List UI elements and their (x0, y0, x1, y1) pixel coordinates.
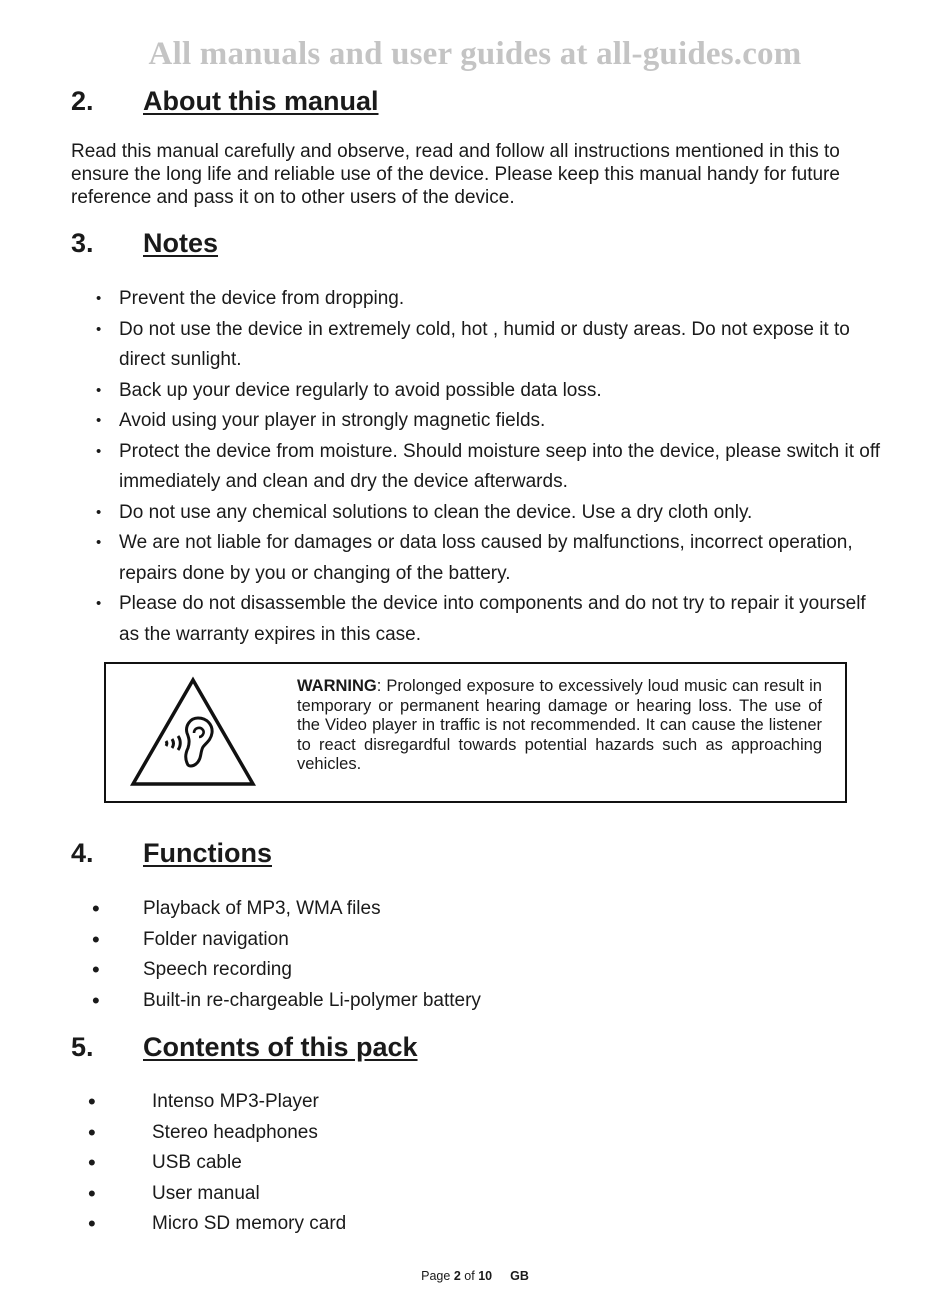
bullet-icon: • (96, 595, 102, 612)
bullet-icon: • (92, 926, 100, 952)
section-title: Functions (143, 838, 272, 868)
list-item-text: We are not liable for damages or data loss caused by malfunctions, incorrect operation, repairs done by you or changing of the battery. (119, 532, 853, 584)
footer-page-word: Page (421, 1269, 451, 1283)
list-item-text: Built-in re-chargeable Li-polymer battery (143, 989, 481, 1011)
section-number: 4. (71, 838, 94, 868)
list-item-text: Prevent the device from dropping. (119, 288, 405, 309)
list-item-text: Speech recording (143, 959, 292, 980)
list-item-text: User manual (152, 1182, 260, 1204)
list-item-text: Do not use the device in extremely cold, hot , humid or dusty areas. Do not expose it to direct sunlight. (119, 318, 850, 370)
list-item-text: Stereo headphones (152, 1121, 318, 1143)
list-item-text: USB cable (152, 1152, 242, 1173)
list-item-text: Micro SD memory card (152, 1213, 347, 1234)
warning-box (104, 662, 847, 803)
list-item (96, 376, 886, 407)
list-item (96, 406, 886, 437)
bullet-icon: • (88, 1150, 96, 1175)
footer-current-page: 2 (453, 1269, 461, 1283)
bullet-icon: • (92, 957, 100, 982)
bullet-icon: • (96, 381, 102, 399)
list-item (88, 1209, 688, 1240)
warning-body: : Prolonged exposure to excessively loud music can result in temporary or permanent hearing damage or hearing loss. The use of the Video player in traffic is not recommended. It can cause the listener to react disregardful towards potential hazards such as approaching vehicles. (297, 677, 822, 774)
page-footer (0, 1269, 950, 1283)
list-item (96, 528, 886, 589)
contents-list (88, 1087, 688, 1240)
bullet-icon: • (88, 1180, 96, 1206)
watermark: All manuals and user guides at all-guides.com (148, 36, 802, 72)
section-heading-functions (71, 838, 272, 869)
section-title: Notes (143, 228, 219, 258)
about-paragraph: Read this manual carefully and observe, read and follow all instructions mentioned in this to ensure the long life and reliable use of the device. Please keep this manual handy for future reference and pass it on to other users of the device. (71, 141, 840, 208)
list-item (96, 589, 886, 650)
list-item (88, 1148, 688, 1179)
warning-text (297, 677, 822, 775)
section-title: Contents of this pack (143, 1032, 418, 1062)
list-item-text: Back up your device regularly to avoid possible data loss. (119, 379, 602, 401)
list-item (92, 955, 692, 986)
bullet-icon: • (96, 534, 102, 551)
notes-list (96, 284, 886, 650)
section-number: 5. (71, 1032, 94, 1062)
list-item-text: Intenso MP3-Player (152, 1091, 319, 1112)
warning-label: WARNING (297, 677, 377, 695)
footer-total-pages: 10 (478, 1269, 493, 1283)
bullet-icon: • (96, 320, 102, 338)
list-item (96, 315, 886, 376)
list-item (88, 1087, 688, 1118)
section-title: About this manual (143, 86, 379, 116)
list-item (96, 284, 886, 315)
section-number: 3. (71, 228, 94, 258)
list-item (96, 498, 886, 529)
bullet-icon: • (92, 987, 100, 1013)
list-item (88, 1118, 688, 1149)
list-item-text: Please do not disassemble the device into components and do not try to repair it yourself as the warranty expires in this case. (119, 593, 866, 645)
bullet-icon: • (88, 1119, 96, 1145)
list-item (92, 925, 692, 956)
bullet-icon: • (96, 412, 102, 429)
functions-list (92, 894, 692, 1016)
footer-of-word: of (464, 1269, 475, 1283)
bullet-icon: • (92, 896, 100, 921)
bullet-icon: • (96, 290, 102, 307)
bullet-icon: • (88, 1089, 96, 1114)
list-item-text: Protect the device from moisture. Should moisture seep into the device, please switch it off immediately and clean and dry the device afterwards. (119, 440, 881, 492)
list-item-text: Do not use any chemical solutions to clean the device. Use a dry cloth only. (119, 501, 753, 523)
section-heading-contents (71, 1032, 418, 1063)
list-item-text: Folder navigation (143, 928, 289, 950)
list-item (96, 437, 886, 498)
bullet-icon: • (96, 442, 102, 460)
section-number: 2. (71, 86, 94, 116)
list-item (92, 986, 692, 1017)
bullet-icon: • (88, 1211, 96, 1236)
list-item-text: Playback of MP3, WMA files (143, 898, 381, 919)
list-item (92, 894, 692, 925)
hearing-warning-icon (130, 676, 256, 788)
bullet-icon: • (96, 503, 102, 521)
section-heading-about (71, 86, 379, 117)
list-item (88, 1179, 688, 1210)
list-item-text: Avoid using your player in strongly magnetic fields. (119, 410, 546, 431)
section-heading-notes (71, 228, 218, 259)
footer-language: GB (510, 1269, 529, 1283)
